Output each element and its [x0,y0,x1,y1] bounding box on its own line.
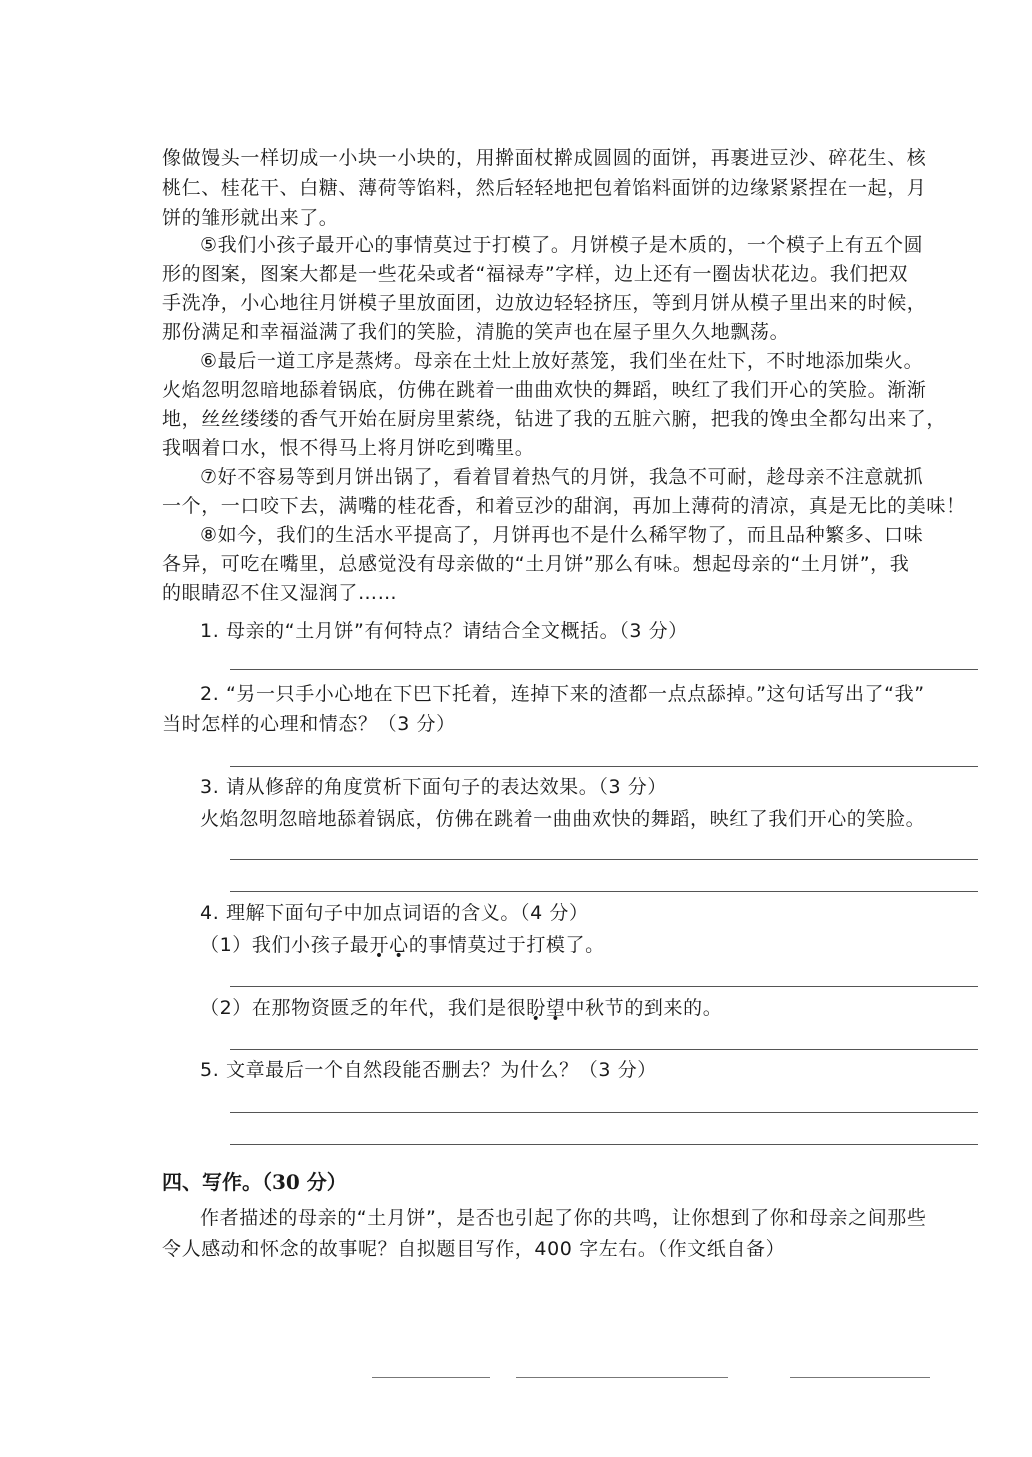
scan-artifact-rule [372,1377,490,1378]
passage-line: ⑥最后一道工序是蒸烤。母亲在土灶上放好蒸笼，我们坐在灶下，不时地添加柴火。 [200,350,924,372]
question-4-2 [200,995,982,1022]
q4-2-text: 中秋节的到来的。 [565,997,723,1019]
answer-line[interactable] [230,859,978,860]
writing-prompt: 令人感动和怀念的故事呢？自拟题目写作，400 字左右。（作文纸自备） [162,1238,786,1260]
scan-artifact-rule [516,1377,728,1378]
answer-line[interactable] [230,1144,978,1145]
passage-line: 一个，一口咬下去，满嘴的桂花香，和着豆沙的甜润，再加上薄荷的清凉，真是无比的美味！ [162,495,966,517]
question-4-1 [200,932,982,959]
q4-2-text: （2）在那物资匮乏的年代，我们是很 [200,997,527,1019]
question-3-sentence: 火焰忽明忽暗地舔着锅底，仿佛在跳着一曲曲欢快的舞蹈，映红了我们开心的笑脸。 [200,808,926,830]
dotted-char: 盼 [526,997,546,1019]
answer-line[interactable] [230,766,978,767]
answer-line[interactable] [230,1049,978,1050]
passage-line: ⑤我们小孩子最开心的事情莫过于打模了。月饼模子是木质的，一个模子上有五个圆 [200,234,924,256]
passage-line: 的眼睛忍不住又湿润了…… [162,582,398,604]
section-heading: 四、写作。（30 分） [162,1170,347,1194]
passage-line: 地，丝丝缕缕的香气开始在厨房里萦绕，钻进了我的五脏六腑，把我的馋虫全都勾出来了， [162,408,947,430]
answer-line[interactable] [230,986,978,987]
passage-line: 桃仁、桂花干、白糖、薄荷等馅料，然后轻轻地把包着馅料面饼的边缘紧紧捏在一起，月 [162,177,927,199]
question-1: 1. 母亲的“土月饼”有何特点？请结合全文概括。（3 分） [200,620,688,642]
dotted-char: 望 [545,997,566,1019]
passage-line: 像做馒头一样切成一小块一小块的，用擀面杖擀成圆圆的面饼，再裹进豆沙、碎花生、核 [162,147,927,169]
passage-line: ⑦好不容易等到月饼出锅了，看着冒着热气的月饼，我急不可耐，趁母亲不注意就抓 [200,466,924,488]
passage-line: 各异，可吃在嘴里，总感觉没有母亲做的“土月饼”那么有味。想起母亲的“土月饼”，我 [162,553,910,575]
question-2: 2. “另一只手小心地在下巴下托着，连掉下来的渣都一点点舔掉。”这句话写出了“我” [200,683,925,705]
passage-line: 火焰忽明忽暗地舔着锅底，仿佛在跳着一曲曲欢快的舞蹈，映红了我们开心的笑脸。渐渐 [162,379,927,401]
passage-line: 我咽着口水，恨不得马上将月饼吃到嘴里。 [162,437,535,459]
scan-artifact-rule [790,1377,930,1378]
q4-1-text: 的事情莫过于打模了。 [408,934,605,956]
passage-line: 那份满足和幸福溢满了我们的笑脸，清脆的笑声也在屋子里久久地飘荡。 [162,321,790,343]
writing-prompt: 作者描述的母亲的“土月饼”，是否也引起了你的共鸣，让你想到了你和母亲之间那些 [200,1207,927,1229]
answer-line[interactable] [230,891,978,892]
passage-line: ⑧如今，我们的生活水平提高了，月饼再也不是什么稀罕物了，而且品种繁多、口味 [200,524,924,546]
question-3: 3. 请从修辞的角度赏析下面句子的表达效果。（3 分） [200,776,667,798]
question-2-cont: 当时怎样的心理和情态？（3 分） [162,713,456,735]
passage-line: 形的图案，图案大都是一些花朵或者“福禄寿”字样，边上还有一圈齿状花边。我们把双 [162,263,909,285]
answer-line[interactable] [230,1112,978,1113]
passage-line: 饼的雏形就出来了。 [162,207,339,229]
passage-line: 手洗净，小心地往月饼模子里放面团，边放边轻轻挤压，等到月饼从模子里出来的时候， [162,292,927,314]
answer-line[interactable] [230,669,978,670]
question-5: 5. 文章最后一个自然段能否删去？为什么？（3 分） [200,1059,657,1081]
dotted-char: 心 [389,934,409,956]
question-4: 4. 理解下面句子中加点词语的含义。（4 分） [200,902,589,924]
dotted-char: 开 [369,934,390,956]
q4-1-text: （1）我们小孩子最 [200,934,370,956]
